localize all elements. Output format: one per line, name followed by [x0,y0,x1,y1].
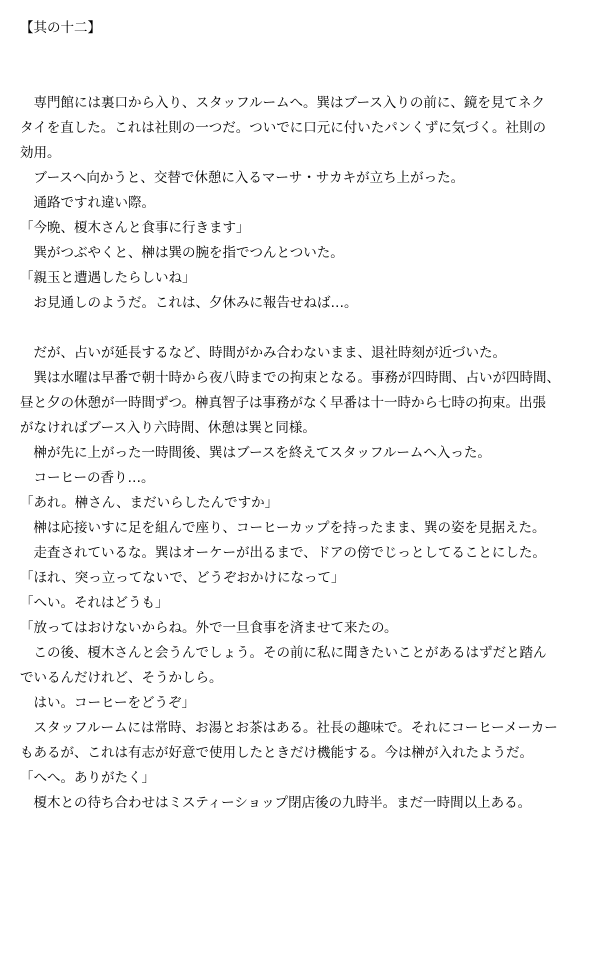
text-line: 専門館には裏口から入り、スタッフルームへ。巽はブース入りの前に、鏡を見てネク [20,95,545,111]
text-line: はい。コーヒーをどうぞ」 [20,695,195,711]
text-line: 榎木との待ち合わせはミスティーショップ閉店後の九時半。まだ一時間以上ある。 [20,795,532,811]
text-line: がなければブース入り六時間、休憩は巽と同様。 [20,420,316,436]
text-line: もあるが、これは有志が好意で使用したときだけ機能する。今は榊が入れたようだ。 [20,745,533,761]
text-line: だが、占いが延長するなど、時間がかみ合わないまま、退社時刻が近づいた。 [20,345,506,361]
text-line: でいるんだけれど、そうかしら。 [20,670,223,686]
dialogue-line: 「あれ。榊さん、まだいらしたんですか」 [20,495,279,511]
text-line: スタッフルームには常時、お湯とお茶はある。社長の趣味で。それにコーヒーメーカー [20,720,558,736]
text-line: 榊は応接いすに足を組んで座り、コーヒーカップを持ったまま、巽の姿を見据えた。 [20,520,546,536]
dialogue-line: 「へい。それはどうも」 [20,595,169,611]
text-line: 通路ですれ違い際。 [20,195,155,211]
chapter-heading: 【其の十二】 [20,20,101,36]
text-line: 巽は水曜は早番で朝十時から夜八時までの拘束となる。事務が四時間、占いが四時間、 [20,370,560,386]
blank-line [20,41,600,66]
text-line: 巽がつぶやくと、榊は巽の腕を指でつんとついた。 [20,245,344,261]
document-page [20,16,600,816]
text-line: 走査されているな。巽はオーケーが出るまで、ドアの傍でじっとしてることにした。 [20,545,546,561]
text-line: この後、榎木さんと会うんでしょう。その前に私に聞きたいことがあるはずだと踏ん [20,645,547,661]
blank-line [20,66,600,91]
text-line: コーヒーの香り…。 [20,470,155,486]
text-line: 効用。 [20,145,61,161]
blank-line [20,316,600,341]
dialogue-line: 「今晩、榎木さんと食事に行きます」 [20,220,250,236]
text-line: 昼と夕の休憩が一時間ずつ。榊真智子は事務がなく早番は十一時から七時の拘束。出張 [20,395,546,411]
text-line: タイを直した。これは社則の一つだ。ついでに口元に付いたパンくずに気づく。社則の [20,120,546,136]
dialogue-line: 「へへ。ありがたく」 [20,770,155,786]
text-line: ブースへ向かうと、交替で休憩に入るマーサ・サカキが立ち上がった。 [20,170,465,186]
dialogue-line: 「親玉と遭遇したらしいね」 [20,270,196,286]
text-line: お見通しのようだ。これは、夕休みに報告せねば…。 [20,295,358,311]
dialogue-line: 「ほれ、突っ立ってないで、どうぞおかけになって」 [20,570,345,586]
text-line: 榊が先に上がった一時間後、巽はブースを終えてスタッフルームへ入った。 [20,445,491,461]
dialogue-line: 「放ってはおけないからね。外で一旦食事を済ませて来たの。 [20,620,398,636]
